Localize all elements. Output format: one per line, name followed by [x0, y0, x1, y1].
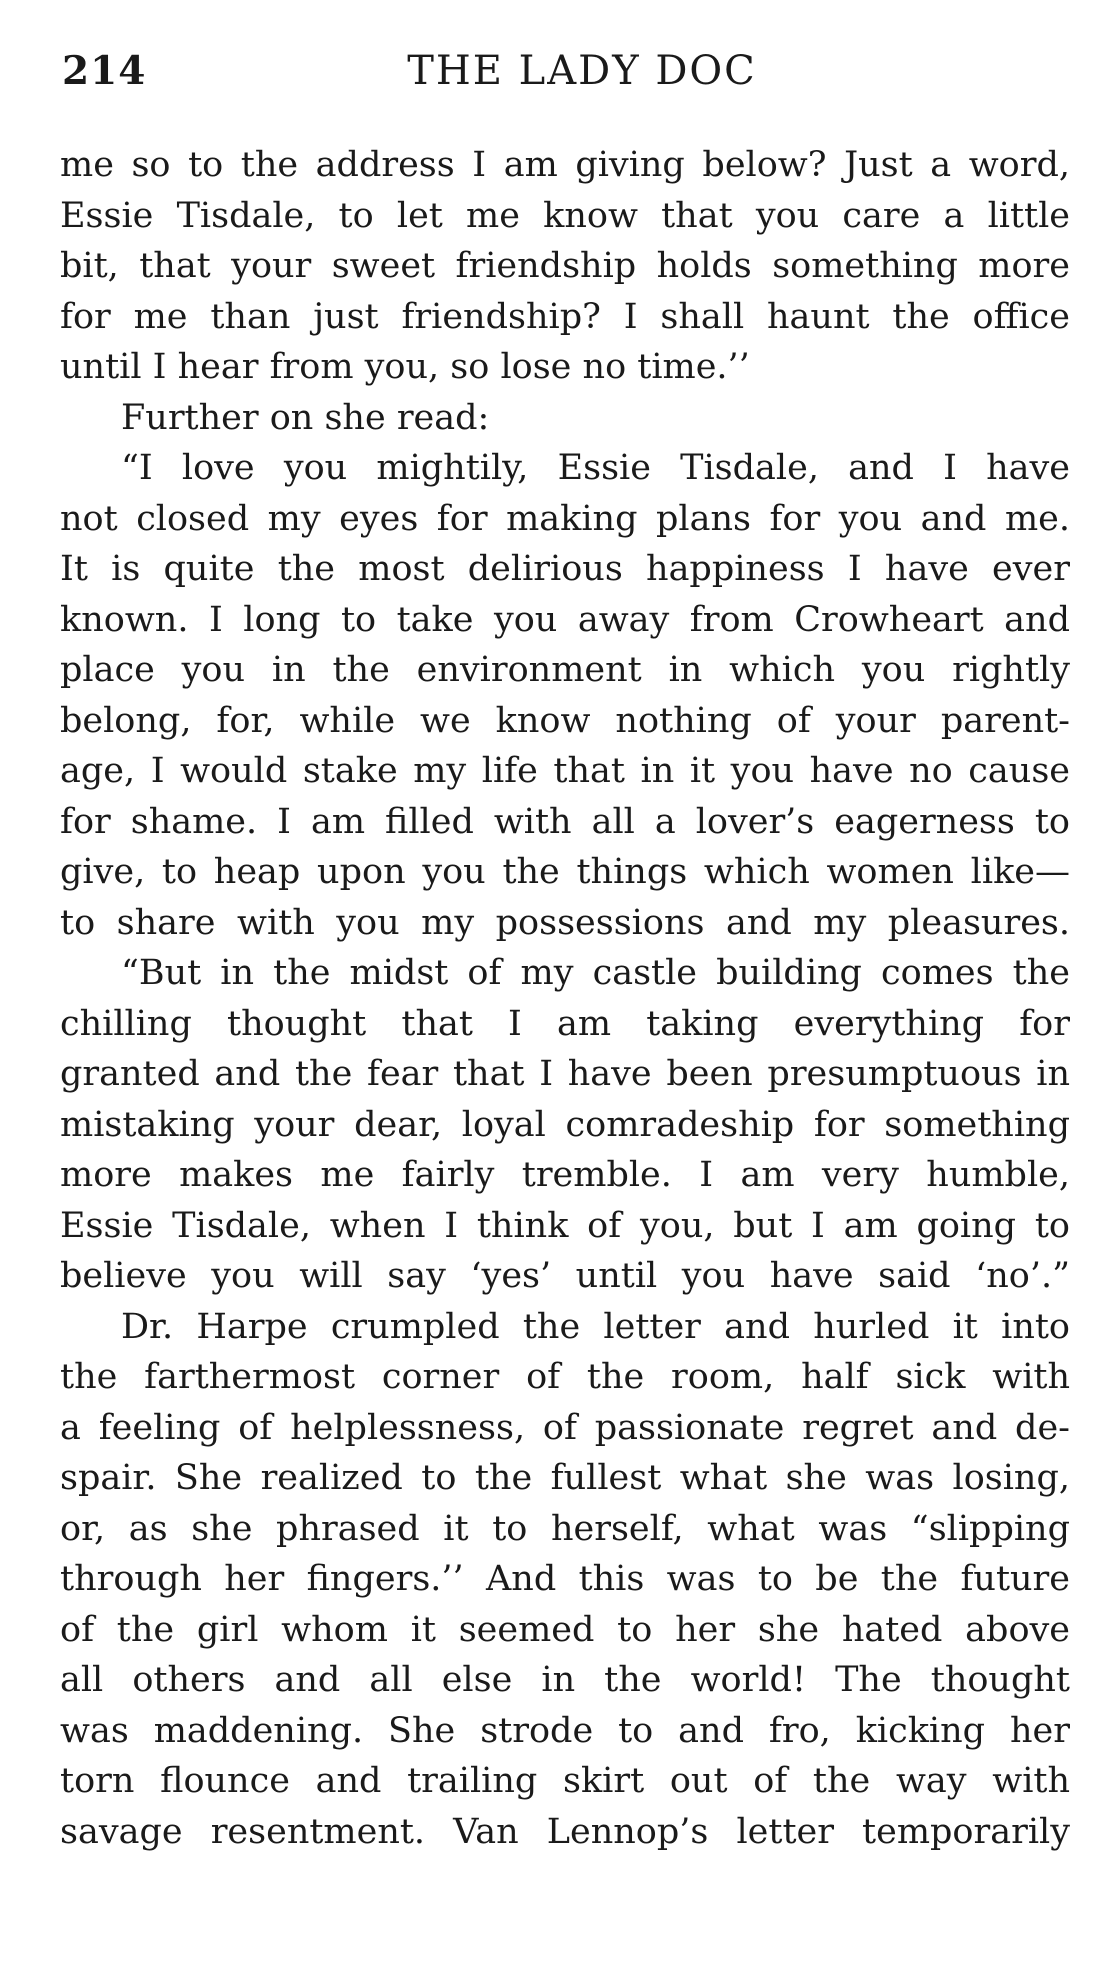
- text-line: spair. She realized to the fullest what she was losing,: [60, 1458, 1070, 1498]
- body-text: [60, 140, 1070, 1857]
- text-line: mistaking your dear, loyal comradeship for something: [60, 1104, 1070, 1145]
- text-line: believe you will say ‘yes’ until you have said ‘no’.”: [60, 1256, 1070, 1296]
- text-line: for shame. I am filled with all a lover’s eagerness to: [60, 801, 1070, 842]
- text-line: until I hear from you, so lose no time.’’: [60, 347, 750, 387]
- text-line: chilling thought that I am taking everything for: [60, 1003, 1070, 1044]
- text-line: It is quite the most delirious happiness I have ever: [60, 549, 1070, 589]
- running-title: THE LADY DOC: [407, 48, 757, 94]
- text-line: age, I would stake my life that in it you have no cause: [60, 751, 1070, 791]
- text-line: belong, for, while we know nothing of your parent-: [60, 700, 1070, 741]
- text-line: torn flounce and trailing skirt out of the way with: [60, 1761, 1070, 1801]
- text-line: granted and the fear that I have been presumptuous in: [60, 1054, 1070, 1094]
- text-line: savage resentment. Van Lennop’s letter temporarily: [60, 1811, 1070, 1852]
- text-line: give, to heap upon you the things which women like—: [60, 852, 1070, 892]
- text-line: known. I long to take you away from Crowheart and: [60, 599, 1070, 640]
- running-head: [62, 48, 1072, 108]
- text-line: Essie Tisdale, to let me know that you care a little: [60, 195, 1070, 236]
- text-line: “But in the midst of my castle building comes the: [121, 953, 1070, 993]
- text-line: to share with you my possessions and my pleasures.: [60, 902, 1070, 943]
- text-line: me so to the address I am giving below? Just a word,: [60, 145, 1070, 185]
- text-line: Further on she read:: [121, 397, 490, 438]
- text-line: for me than just friendship? I shall haunt the office: [60, 296, 1070, 337]
- text-line: Dr. Harpe crumpled the letter and hurled it into: [121, 1306, 1070, 1347]
- text-line: the farthermost corner of the room, half sick with: [60, 1357, 1070, 1397]
- text-line: more makes me fairly tremble. I am very humble,: [60, 1155, 1070, 1195]
- text-line: all others and all else in the world! The thought: [60, 1660, 1070, 1700]
- text-line: or, as she phrased it to herself, what was “slipping: [60, 1508, 1070, 1549]
- text-line: “I love you mightily, Essie Tisdale, and I have: [121, 448, 1070, 488]
- text-line: was maddening. She strode to and fro, kicking her: [60, 1710, 1070, 1751]
- text-line: of the girl whom it seemed to her she hated above: [60, 1609, 1070, 1650]
- text-line: Essie Tisdale, when I think of you, but I am going to: [60, 1205, 1070, 1246]
- text-line: through her fingers.’’ And this was to be the future: [60, 1559, 1070, 1599]
- text-line: place you in the environment in which you rightly: [60, 650, 1070, 690]
- text-line: not closed my eyes for making plans for you and me.: [60, 498, 1070, 539]
- page-number: 214: [62, 48, 147, 94]
- text-line: bit, that your sweet friendship holds something more: [60, 246, 1070, 286]
- text-line: a feeling of helplessness, of passionate regret and de-: [60, 1407, 1070, 1448]
